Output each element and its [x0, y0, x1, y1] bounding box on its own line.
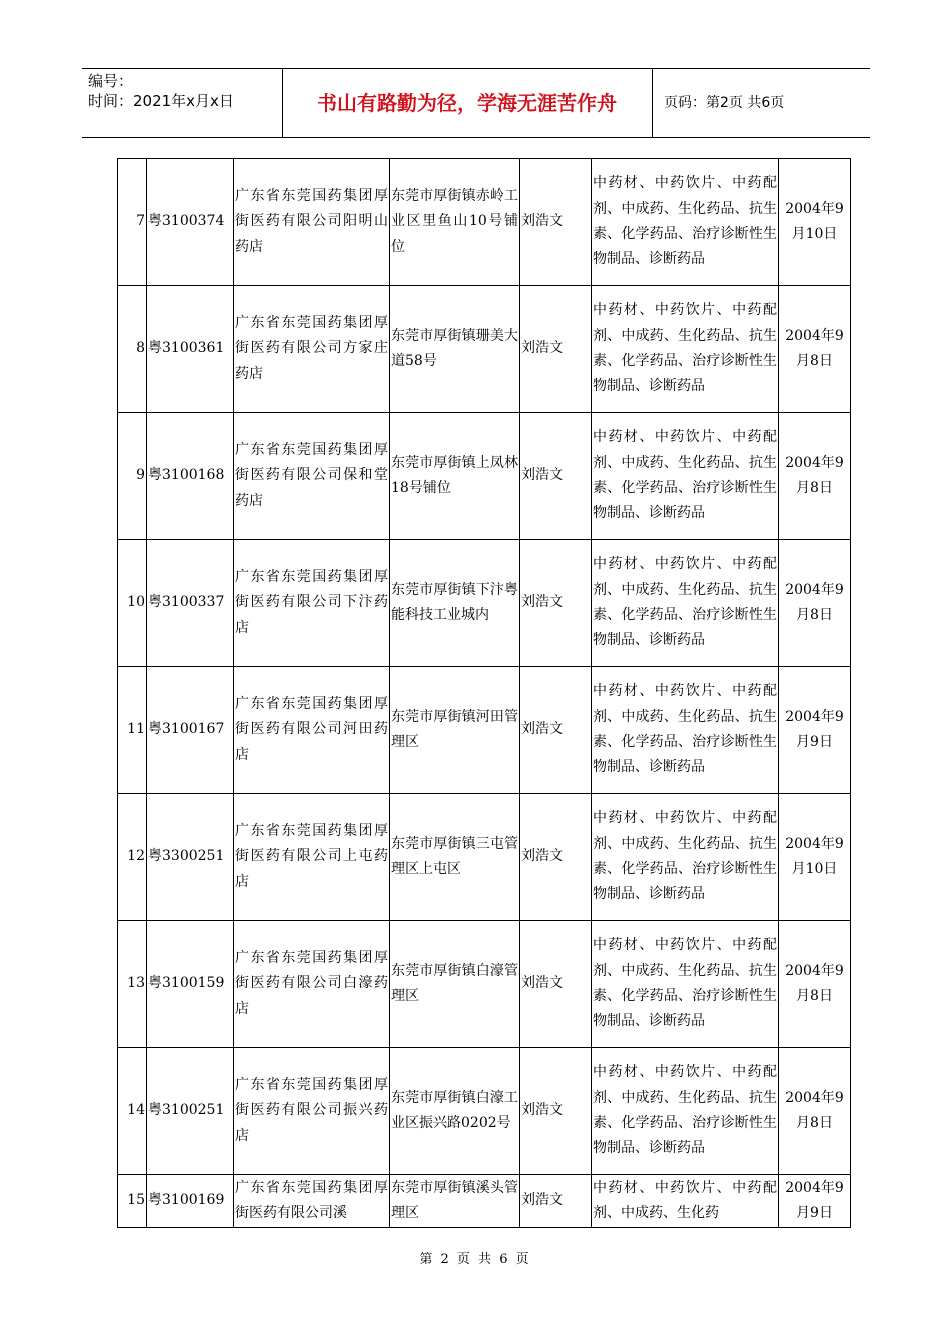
responsible-person-cell: 刘浩文	[520, 921, 592, 1048]
issue-date-cell: 2004年9月10日	[779, 159, 851, 286]
row-number-cell: 13	[118, 921, 147, 1048]
responsible-person-cell: 刘浩文	[520, 667, 592, 794]
business-scope-cell: 中药材、中药饮片、中药配剂、中成药、生化药品、抗生素、化学药品、治疗诊断性生物制品、诊断药品	[592, 413, 779, 540]
row-number-cell: 15	[118, 1175, 147, 1228]
table-row	[118, 540, 851, 667]
issue-date-cell: 2004年9月9日	[779, 667, 851, 794]
row-number-cell: 9	[118, 413, 147, 540]
responsible-person-cell: 刘浩文	[520, 286, 592, 413]
pharmacy-table	[117, 158, 851, 1228]
pharmacy-name-cell: 广东省东莞国药集团厚街医药有限公司上屯药店	[234, 794, 390, 921]
pharmacy-name-cell: 广东省东莞国药集团厚街医药有限公司河田药店	[234, 667, 390, 794]
pharmacy-name-cell: 广东省东莞国药集团厚街医药有限公司保和堂药店	[234, 413, 390, 540]
responsible-person-cell: 刘浩文	[520, 1175, 592, 1228]
business-scope-cell: 中药材、中药饮片、中药配剂、中成药、生化药品、抗生素、化学药品、治疗诊断性生物制品、诊断药品	[592, 1048, 779, 1175]
business-scope-cell: 中药材、中药饮片、中药配剂、中成药、生化药品、抗生素、化学药品、治疗诊断性生物制品、诊断药品	[592, 286, 779, 413]
responsible-person-cell: 刘浩文	[520, 540, 592, 667]
pharmacy-name-cell: 广东省东莞国药集团厚街医药有限公司振兴药店	[234, 1048, 390, 1175]
pharmacy-address-cell: 东莞市厚街镇溪头管理区	[390, 1175, 520, 1228]
table-row	[118, 794, 851, 921]
business-scope-cell: 中药材、中药饮片、中药配剂、中成药、生化药	[592, 1175, 779, 1228]
pharmacy-address-cell: 东莞市厚街镇三屯管理区上屯区	[390, 794, 520, 921]
license-number-cell: 粤3100361	[147, 286, 234, 413]
row-number-cell: 10	[118, 540, 147, 667]
pharmacy-name-cell: 广东省东莞国药集团厚街医药有限公司溪	[234, 1175, 390, 1228]
responsible-person-cell: 刘浩文	[520, 413, 592, 540]
pharmacy-name-cell: 广东省东莞国药集团厚街医药有限公司阳明山药店	[234, 159, 390, 286]
business-scope-cell: 中药材、中药饮片、中药配剂、中成药、生化药品、抗生素、化学药品、治疗诊断性生物制品、诊断药品	[592, 159, 779, 286]
row-number-cell: 14	[118, 1048, 147, 1175]
license-number-cell: 粤3100167	[147, 667, 234, 794]
page-footer: 第 2 页 共 6 页	[419, 1252, 531, 1267]
header-number-label: 编号：	[88, 72, 134, 90]
issue-date-cell: 2004年9月8日	[779, 1048, 851, 1175]
license-number-cell: 粤3100169	[147, 1175, 234, 1228]
issue-date-cell: 2004年9月8日	[779, 540, 851, 667]
row-number-cell: 7	[118, 159, 147, 286]
pharmacy-address-cell: 东莞市厚街镇赤岭工业区里鱼山10号铺位	[390, 159, 520, 286]
issue-date-cell: 2004年9月8日	[779, 413, 851, 540]
license-number-cell: 粤3100159	[147, 921, 234, 1048]
table-row	[118, 1175, 851, 1228]
header-meta	[88, 71, 278, 111]
table-body	[118, 159, 851, 1228]
table-row	[118, 921, 851, 1048]
pharmacy-name-cell: 广东省东莞国药集团厚街医药有限公司白濠药店	[234, 921, 390, 1048]
license-number-cell: 粤3100251	[147, 1048, 234, 1175]
pharmacy-name-cell: 广东省东莞国药集团厚街医药有限公司方家庄药店	[234, 286, 390, 413]
header-time-label: 时间：2021年x月x日	[88, 92, 234, 110]
issue-date-cell: 2004年9月10日	[779, 794, 851, 921]
pharmacy-address-cell: 东莞市厚街镇白濠管理区	[390, 921, 520, 1048]
header-motto: 书山有路勤为径，学海无涯苦作舟	[317, 91, 617, 115]
table-row	[118, 667, 851, 794]
row-number-cell: 11	[118, 667, 147, 794]
pharmacy-address-cell: 东莞市厚街镇白濠工业区振兴路0202号	[390, 1048, 520, 1175]
row-number-cell: 12	[118, 794, 147, 921]
issue-date-cell: 2004年9月9日	[779, 1175, 851, 1228]
responsible-person-cell: 刘浩文	[520, 794, 592, 921]
pharmacy-address-cell: 东莞市厚街镇下汴粤能科技工业城内	[390, 540, 520, 667]
row-number-cell: 8	[118, 286, 147, 413]
table-row	[118, 1048, 851, 1175]
page-header	[82, 68, 870, 138]
issue-date-cell: 2004年9月8日	[779, 286, 851, 413]
business-scope-cell: 中药材、中药饮片、中药配剂、中成药、生化药品、抗生素、化学药品、治疗诊断性生物制品、诊断药品	[592, 667, 779, 794]
pharmacy-name-cell: 广东省东莞国药集团厚街医药有限公司下汴药店	[234, 540, 390, 667]
responsible-person-cell: 刘浩文	[520, 1048, 592, 1175]
license-number-cell: 粤3300251	[147, 794, 234, 921]
business-scope-cell: 中药材、中药饮片、中药配剂、中成药、生化药品、抗生素、化学药品、治疗诊断性生物制品、诊断药品	[592, 794, 779, 921]
business-scope-cell: 中药材、中药饮片、中药配剂、中成药、生化药品、抗生素、化学药品、治疗诊断性生物制品、诊断药品	[592, 921, 779, 1048]
header-divider	[652, 69, 653, 137]
issue-date-cell: 2004年9月8日	[779, 921, 851, 1048]
table-row	[118, 413, 851, 540]
pharmacy-address-cell: 东莞市厚街镇河田管理区	[390, 667, 520, 794]
header-page-label: 页码：第2页 共6页	[664, 95, 785, 111]
responsible-person-cell: 刘浩文	[520, 159, 592, 286]
pharmacy-address-cell: 东莞市厚街镇上凤林18号铺位	[390, 413, 520, 540]
license-number-cell: 粤3100374	[147, 159, 234, 286]
table-row	[118, 159, 851, 286]
business-scope-cell: 中药材、中药饮片、中药配剂、中成药、生化药品、抗生素、化学药品、治疗诊断性生物制品、诊断药品	[592, 540, 779, 667]
license-number-cell: 粤3100337	[147, 540, 234, 667]
table-row	[118, 286, 851, 413]
license-number-cell: 粤3100168	[147, 413, 234, 540]
pharmacy-address-cell: 东莞市厚街镇珊美大道58号	[390, 286, 520, 413]
